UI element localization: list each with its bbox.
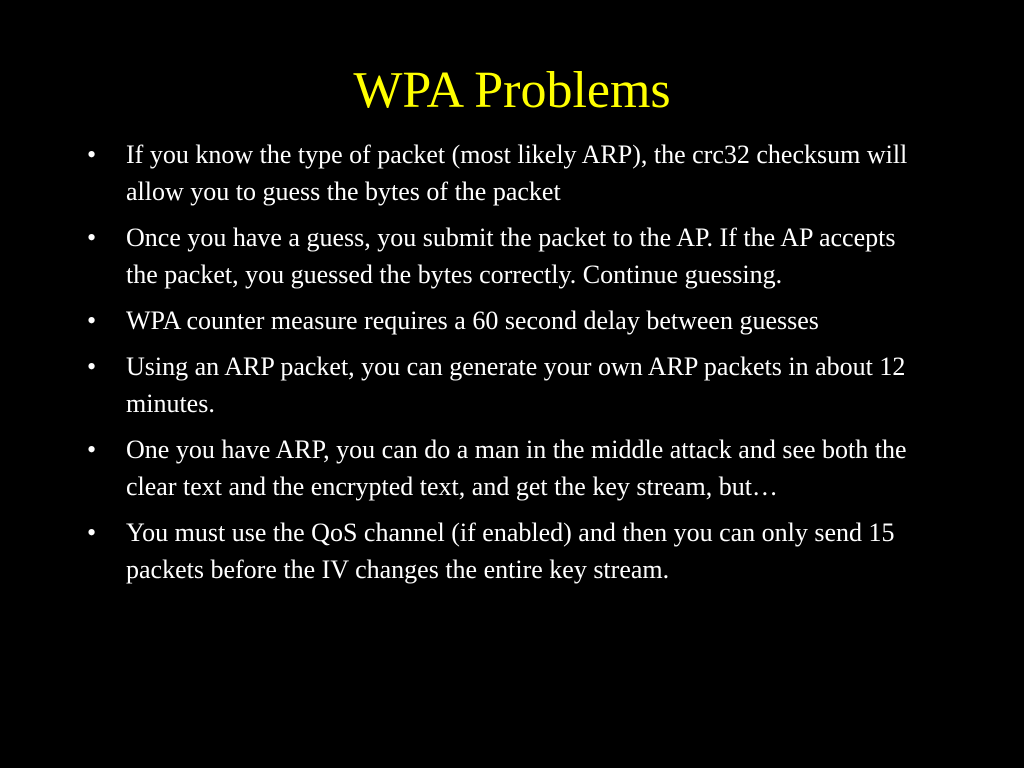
bullet-list bbox=[87, 136, 932, 597]
bullet-marker: • bbox=[87, 435, 97, 464]
bullet-text: WPA counter measure requires a 60 second delay between guesses bbox=[126, 306, 819, 335]
bullet-marker: • bbox=[87, 306, 97, 335]
bullet-marker: • bbox=[87, 223, 97, 252]
bullet-item-5 bbox=[87, 431, 932, 505]
bullet-text: Once you have a guess, you submit the packet to the AP. If the AP accepts the packet, you guessed the bytes correctly. Continue guessing. bbox=[126, 223, 896, 289]
bullet-text: You must use the QoS channel (if enabled) and then you can only send 15 packets before the IV changes the entire key stream. bbox=[126, 518, 895, 584]
bullet-text: One you have ARP, you can do a man in the middle attack and see both the clear text and the encrypted text, and get the key stream, but… bbox=[126, 435, 907, 501]
bullet-item-3 bbox=[87, 302, 932, 339]
bullet-item-6 bbox=[87, 514, 932, 588]
slide-title: WPA Problems bbox=[353, 62, 671, 119]
bullet-item-1 bbox=[87, 136, 932, 210]
bullet-marker: • bbox=[87, 352, 97, 381]
bullet-marker: • bbox=[87, 518, 97, 547]
bullet-marker: • bbox=[87, 140, 97, 169]
bullet-text: If you know the type of packet (most likely ARP), the crc32 checksum will allow you to guess the bytes of the packet bbox=[126, 140, 908, 206]
bullet-item-2 bbox=[87, 219, 932, 293]
bullet-item-4 bbox=[87, 348, 932, 422]
bullet-text: Using an ARP packet, you can generate your own ARP packets in about 12 minutes. bbox=[126, 352, 906, 418]
